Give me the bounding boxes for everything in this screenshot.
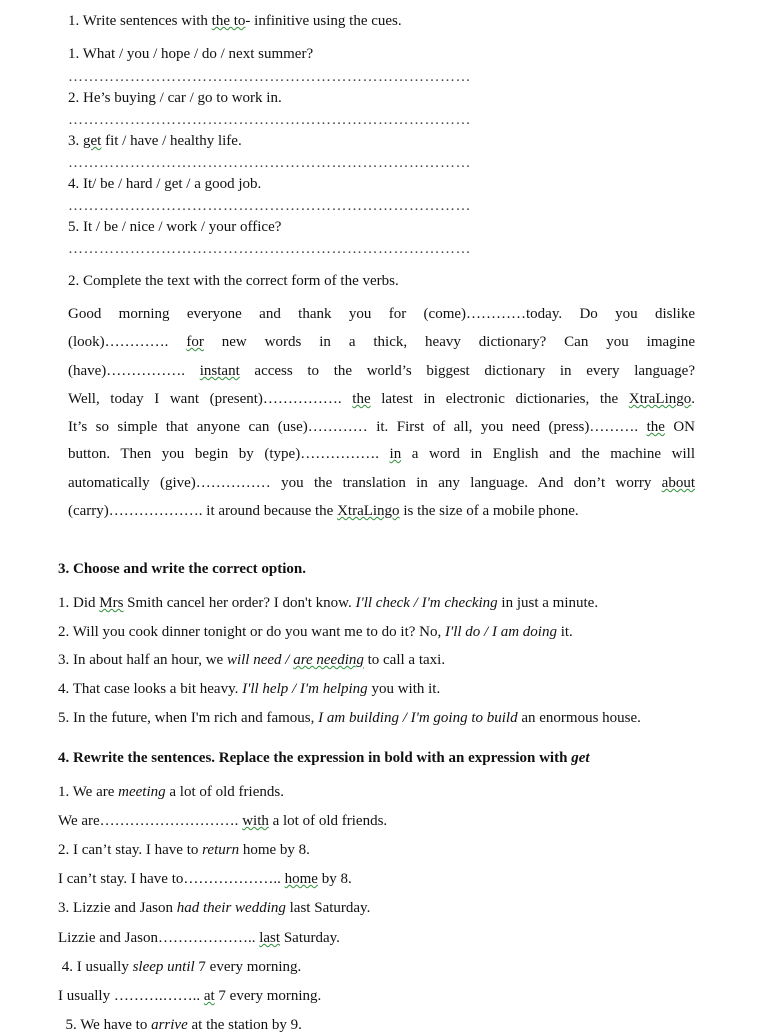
exercise-2-text-line: (look)…………. for new words in a thick, heavy dictionary? Can you imagine [68,334,695,350]
exercise-1-item-2: 2. He’s buying / car / go to work in. [68,90,282,106]
exercise-3-item-5: 5. In the future, when I'm rich and famous, I am building / I'm going to build an enormous house. [58,710,641,726]
exercise-1-item-1: 1. What / you / hope / do / next summer? [68,46,314,62]
exercise-3-title: 3. Choose and write the correct option. [58,561,307,577]
answer-line: …………………………………………………………………… [68,241,471,257]
exercise-3-item-4: 4. That case looks a bit heavy. I'll help / I'm helping you with it. [58,681,441,697]
exercise-2-text-line: button. Then you begin by (type)……………. in a word in English and the machine will [68,446,695,462]
answer-line: …………………………………………………………………… [68,69,471,85]
answer-line: …………………………………………………………………… [68,155,471,171]
exercise-2-text-line: (have)……………. instant access to the world’s biggest dictionary in every language? [68,363,695,379]
exercise-1-title: 1. Write sentences with the to- infinitive using the cues. [68,13,402,29]
exercise-2-text-line: (carry)………………. it around because the XtraLingo is the size of a mobile phone. [68,503,579,519]
exercise-2-text-line: It’s so simple that anyone can (use)………… it. First of all, you need (press)………. the ON [68,419,696,435]
exercise-4-line: 4. I usually sleep until 7 every morning. [58,959,302,975]
exercise-4-title: 4. Rewrite the sentences. Replace the expression in bold with an expression with get [58,750,590,766]
answer-line: …………………………………………………………………… [68,198,471,214]
exercise-1-item-5: 5. It / be / nice / work / your office? [68,219,282,235]
exercise-4-line: We are………………………. with a lot of old friends. [58,813,388,829]
exercise-4-line: 1. We are meeting a lot of old friends. [58,784,284,800]
exercise-3-item-3: 3. In about half an hour, we will need / are needing to call a taxi. [58,652,446,668]
answer-line: …………………………………………………………………… [68,112,471,128]
exercise-1-item-4: 4. It/ be / hard / get / a good job. [68,176,262,192]
exercise-4-line: 5. We have to arrive at the station by 9. [58,1017,302,1033]
exercise-1-item-3: 3. get fit / have / healthy life. [68,133,242,149]
exercise-4-line: I usually ……….…….. at 7 every morning. [58,988,322,1004]
exercise-3-item-2: 2. Will you cook dinner tonight or do you want me to do it? No, I'll do / I am doing it. [58,624,573,640]
exercise-2-title: 2. Complete the text with the correct form of the verbs. [68,273,399,289]
exercise-2-text-line: Good morning everyone and thank you for (come)…………today. Do you dislike [68,306,695,322]
exercise-4-line: Lizzie and Jason……………….. last Saturday. [58,930,340,946]
exercise-3-item-1: 1. Did Mrs Smith cancel her order? I don't know. I'll check / I'm checking in just a minute. [58,595,599,611]
exercise-4-line: 2. I can’t stay. I have to return home by 8. [58,842,310,858]
exercise-2-text-line: Well, today I want (present)……………. the latest in electronic dictionaries, the XtraLingo. [68,391,695,407]
exercise-4-line: 3. Lizzie and Jason had their wedding last Saturday. [58,900,371,916]
exercise-2-text-line: automatically (give)…………… you the translation in any language. And don’t worry about [68,475,695,491]
exercise-4-line: I can’t stay. I have to……………….. home by 8. [58,871,352,887]
